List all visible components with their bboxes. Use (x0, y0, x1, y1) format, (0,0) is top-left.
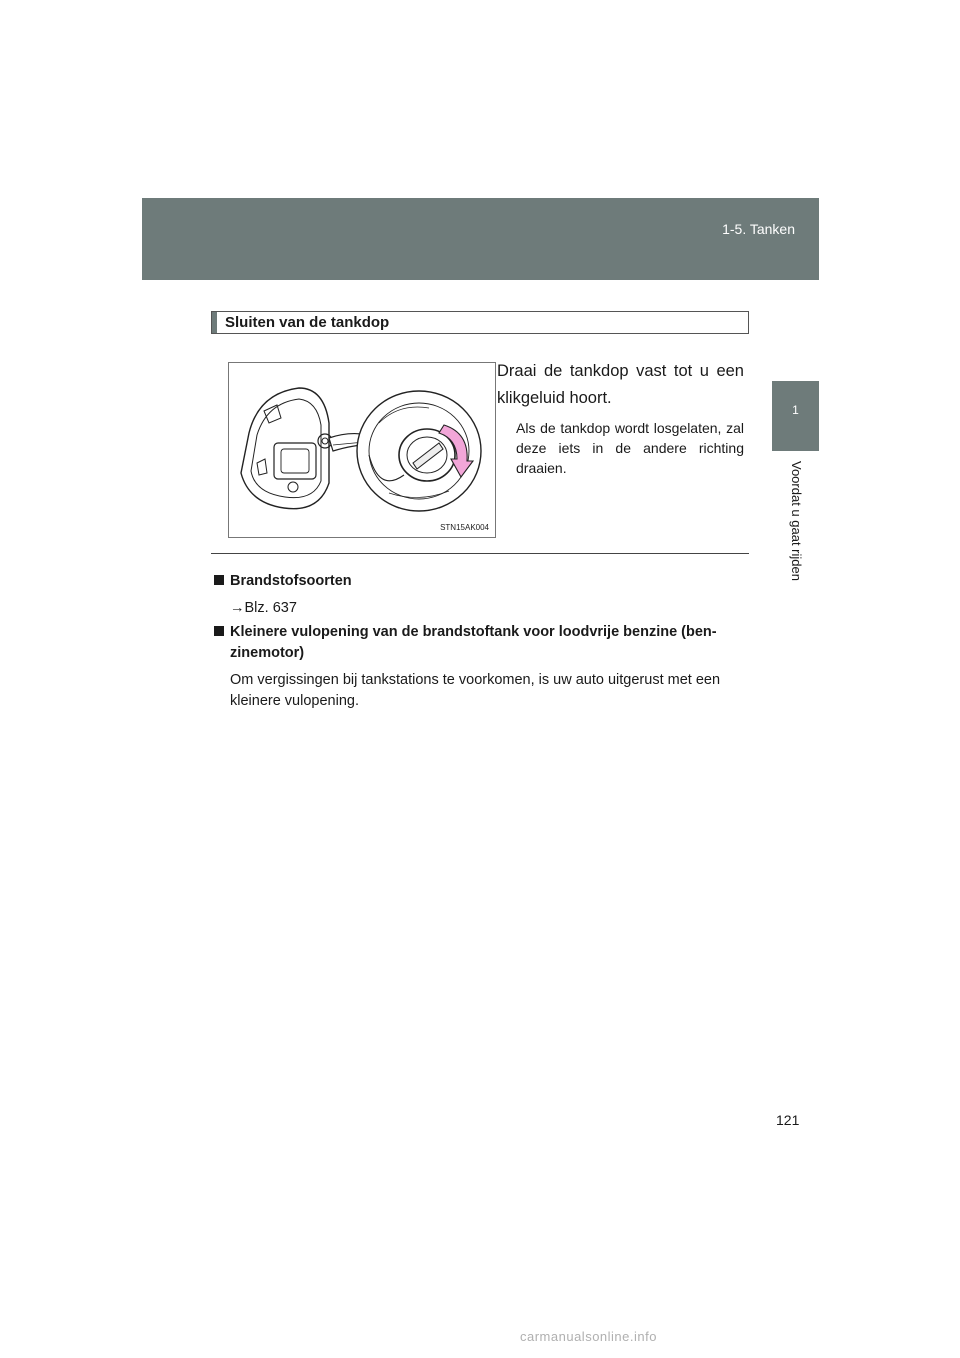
header-band (142, 198, 819, 280)
divider (211, 553, 749, 554)
item-body-text: Om vergissingen bij tankstations te voorkomen, is uw auto uitgerust met een kleinere vulopening. (230, 672, 721, 709)
item-title-filler-opening (214, 622, 760, 664)
item-title-fuel-types (214, 571, 744, 592)
item-title: Kleinere vulopening van de brandstoftank voor loodvrije benzine (ben-zinemotor) (230, 624, 717, 661)
instruction-text: Draai de tankdop vast tot u een klikgeluid hoort. (497, 362, 744, 407)
bullet-square-icon (214, 575, 224, 585)
section-header-bar (212, 312, 217, 333)
section-title: Sluiten van de tankdop (225, 314, 390, 331)
page-number: 121 (776, 1112, 800, 1128)
side-tab-title: Voordat u gaat rijden (789, 461, 804, 581)
section-header (211, 311, 749, 334)
side-tab (772, 381, 819, 451)
note-text: Als de tankdop wordt losgelaten, zal deze iets in de andere richting draaien. (516, 420, 744, 476)
item-link-page[interactable]: →Blz. 637 (230, 600, 297, 616)
fuel-door-drawing (229, 363, 495, 537)
side-tab-number: 1 (792, 403, 799, 417)
figure-code: STN15AK004 (440, 523, 489, 532)
bullet-square-icon (214, 626, 224, 636)
item-title: Brandstofsoorten (230, 573, 352, 589)
watermark: carmanualsonline.info (520, 1329, 657, 1344)
header-section-title: 1-5. Tanken (722, 221, 795, 237)
fuel-cap-illustration (228, 362, 496, 538)
